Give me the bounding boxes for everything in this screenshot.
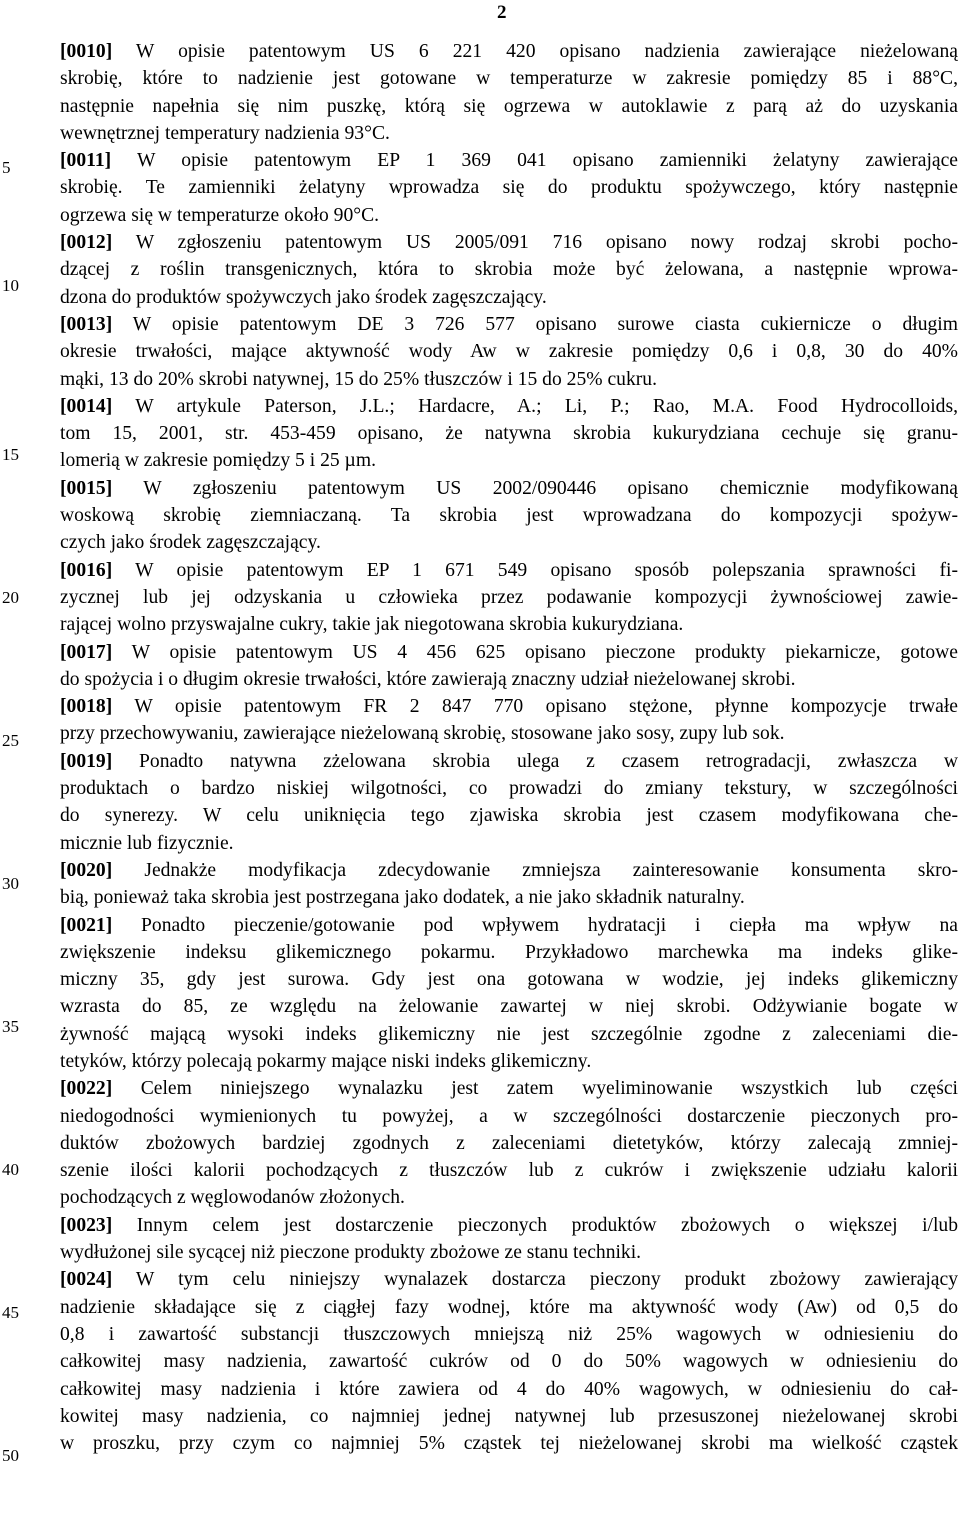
line-text: Celem niniejszego wynalazku jest zatem wyeliminowanie wszystkich lub części bbox=[112, 1078, 958, 1100]
line-number: 5 bbox=[2, 158, 11, 177]
paragraph-number: [0020] bbox=[60, 859, 113, 881]
line-text: następnie napełnia się nim puszkę, którą się ogrzewa w autoklawie z parą aż do uzyskania bbox=[60, 95, 958, 117]
text-line bbox=[60, 720, 958, 747]
line-text: ogrzewa się w temperaturze około 90°C. bbox=[60, 204, 380, 226]
text-line bbox=[60, 311, 958, 338]
line-text: woskową skrobię ziemniaczaną. Ta skrobia jest wprowadzana do kompozycji spożyw- bbox=[60, 505, 958, 527]
text-line bbox=[60, 120, 958, 147]
line-text: w proszku, przy czym co najmniej 5% cząstek tej nieżelowanej skrobi ma wielkość cząstek bbox=[60, 1433, 958, 1455]
text-line bbox=[60, 912, 958, 939]
paragraph-number: [0012] bbox=[60, 232, 113, 254]
line-text: miczny 35, gdy jest surowa. Gdy jest ona gotowana w wodzie, jej indeks glikemiczny bbox=[60, 969, 958, 991]
text-line bbox=[60, 1157, 958, 1184]
text-line bbox=[60, 420, 958, 447]
line-text: tom 15, 2001, str. 453-459 opisano, że natywna skrobia kukurydziana cechuje się granu- bbox=[60, 423, 958, 445]
text-line bbox=[60, 584, 958, 611]
text-line bbox=[60, 447, 958, 474]
paragraph-number: [0023] bbox=[60, 1214, 113, 1236]
line-text: dzącej z roślin transgenicznych, która to skrobia może być żelowana, a następnie wprowa- bbox=[60, 259, 958, 281]
paragraph bbox=[60, 147, 958, 229]
line-text: W tym celu niniejszy wynalazek dostarcza pieczony produkt zbożowy zawierający bbox=[112, 1269, 958, 1291]
text-line bbox=[60, 775, 958, 802]
line-text: W zgłoszeniu patentowym US 2005/091 716 opisano nowy rodzaj skrobi pocho- bbox=[112, 232, 958, 254]
text-line bbox=[60, 1239, 958, 1266]
paragraph-number: [0018] bbox=[60, 696, 113, 718]
line-text: produktach o bardzo niskiej wilgotności, co prowadzi do zmiany tekstury, w szczególności bbox=[60, 778, 958, 800]
line-text: W opisie patentowym US 4 456 625 opisano pieczone produkty piekarnicze, gotowe bbox=[112, 641, 958, 663]
line-text: zycznej lub jej odzyskania u człowieka przez podawanie kompozycji żywnościowej zawie- bbox=[60, 586, 958, 608]
line-text: Innym celem jest dostarczenie pieczonych produktów zbożowych o większej i/lub bbox=[112, 1214, 958, 1236]
line-text: W zgłoszeniu patentowym US 2002/090446 opisano chemicznie modyfikowaną bbox=[112, 477, 958, 499]
text-line bbox=[60, 38, 958, 65]
text-line bbox=[60, 93, 958, 120]
text-line bbox=[60, 202, 958, 229]
line-text: przy przechowywaniu, zawierające nieżelowaną skrobię, stosowane jako sosy, zupy lub sok. bbox=[60, 723, 785, 745]
text-line bbox=[60, 174, 958, 201]
paragraph-number: [0016] bbox=[60, 559, 113, 581]
line-text: wydłużonej sile sycącej niż pieczone produkty zbożowe ze stanu techniki. bbox=[60, 1242, 642, 1264]
paragraph bbox=[60, 748, 958, 857]
paragraph-number: [0013] bbox=[60, 313, 113, 335]
line-text: W opisie patentowym US 6 221 420 opisano nadzienia zawierające nieżelowaną bbox=[112, 41, 958, 62]
paragraph bbox=[60, 1266, 958, 1457]
line-text: skrobię. Te zamienniki żelatyny wprowadza się do produktu spożywczego, który następnie bbox=[60, 177, 958, 199]
text-line bbox=[60, 502, 958, 529]
text-line bbox=[60, 1075, 958, 1102]
line-text: duktów zbożowych bardziej zgodnych z zaleceniami dietetyków, którzy zalecają zmniej- bbox=[60, 1132, 958, 1154]
text-line bbox=[60, 1376, 958, 1403]
text-line bbox=[60, 939, 958, 966]
paragraph bbox=[60, 475, 958, 557]
paragraph-number: [0021] bbox=[60, 914, 113, 936]
line-text: nadzienie składające się z ciągłej fazy wodnej, które ma aktywność wody (Aw) od 0,5 do bbox=[60, 1296, 958, 1318]
line-text: zwiększenie indeksu glikemicznego pokarmu. Przykładowo marchewka ma indeks glike- bbox=[60, 941, 958, 963]
line-text: tetyków, którzy polecają pokarmy mające niski indeks glikemiczny. bbox=[60, 1050, 592, 1072]
text-line bbox=[60, 611, 958, 638]
line-number: 45 bbox=[2, 1303, 19, 1322]
paragraph bbox=[60, 1212, 958, 1267]
line-number: 40 bbox=[2, 1160, 19, 1179]
text-line bbox=[60, 229, 958, 256]
text-line bbox=[60, 993, 958, 1020]
text-line bbox=[60, 529, 958, 556]
line-text: W opisie patentowym FR 2 847 770 opisano stężone, płynne kompozycje trwałe bbox=[112, 696, 958, 718]
text-line bbox=[60, 1348, 958, 1375]
line-text: lomerią w zakresie pomiędzy 5 i 25 µm. bbox=[60, 450, 376, 472]
line-text: Ponadto natywna zżelowana skrobia ulega z czasem retrogradacji, zwłaszcza w bbox=[112, 750, 958, 772]
line-text: do spożycia i o długim okresie trwałości, które zawierają znaczny udział nieżelowanej skrobi. bbox=[60, 668, 796, 690]
line-text: dzona do produktów spożywczych jako środek zagęszczający. bbox=[60, 286, 547, 308]
text-line bbox=[60, 1130, 958, 1157]
paragraph-number: [0010] bbox=[60, 41, 113, 62]
text-line bbox=[60, 802, 958, 829]
text-line bbox=[60, 830, 958, 857]
paragraph-number: [0011] bbox=[60, 150, 112, 172]
line-text: czych jako środek zagęszczający. bbox=[60, 532, 321, 554]
paragraph bbox=[60, 693, 958, 748]
line-text: bią, ponieważ taka skrobia jest postrzegana jako dodatek, a nie jako składnik naturalny. bbox=[60, 887, 745, 909]
paragraph bbox=[60, 857, 958, 912]
line-text: całkowitej masy nadzienia i które zawiera od 4 do 40% wagowych, w odniesieniu do cał- bbox=[60, 1378, 958, 1400]
text-line bbox=[60, 884, 958, 911]
line-text: W opisie patentowym EP 1 671 549 opisano sposób polepszania sprawności fi- bbox=[112, 559, 958, 581]
line-number: 20 bbox=[2, 588, 19, 607]
line-number: 30 bbox=[2, 874, 19, 893]
line-number: 10 bbox=[2, 276, 19, 295]
line-text: okresie trwałości, mające aktywność wody Aw w zakresie pomiędzy 0,6 i 0,8, 30 do 40% bbox=[60, 341, 958, 363]
page-number: 2 bbox=[497, 2, 507, 23]
text-line bbox=[60, 557, 958, 584]
line-text: W opisie patentowym DE 3 726 577 opisano surowe ciasta cukiernicze o długim bbox=[112, 313, 958, 335]
text-line bbox=[60, 1021, 958, 1048]
line-text: mąki, 13 do 20% skrobi natywnej, 15 do 25% tłuszczów i 15 do 25% cukru. bbox=[60, 368, 657, 390]
text-line bbox=[60, 366, 958, 393]
line-text: Ponadto pieczenie/gotowanie pod wpływem hydratacji i ciepła ma wpływ na bbox=[112, 914, 958, 936]
paragraph bbox=[60, 639, 958, 694]
paragraph-number: [0019] bbox=[60, 750, 113, 772]
text-line bbox=[60, 393, 958, 420]
line-text: całkowitej masy nadzienia, zawartość cukrów od 0 do 50% wagowych w odniesieniu do bbox=[60, 1351, 958, 1373]
paragraph bbox=[60, 557, 958, 639]
paragraph-number: [0014] bbox=[60, 395, 113, 417]
text-line bbox=[60, 966, 958, 993]
text-line bbox=[60, 1212, 958, 1239]
line-text: kowitej masy nadzienia, co najmniej jednej natywnej lub przesuszonej nieżelowanej skrobi bbox=[60, 1405, 958, 1427]
text-line bbox=[60, 1184, 958, 1211]
line-text: żywność mającą wysoki indeks glikemiczny nie jest szczególnie zgodne z zaleceniami die- bbox=[60, 1023, 958, 1045]
line-text: niedogodności wymienionych tu powyżej, a w szczególności dostarczenie pieczonych pro- bbox=[60, 1105, 958, 1127]
text-line bbox=[60, 639, 958, 666]
text-line bbox=[60, 748, 958, 775]
paragraph bbox=[60, 1075, 958, 1211]
line-text: do synerezy. W celu uniknięcia tego zjawiska skrobia jest czasem modyfikowana che- bbox=[60, 805, 958, 827]
line-text: skrobię, które to nadzienie jest gotowane w temperaturze w zakresie pomiędzy 85 i 88°C, bbox=[60, 68, 958, 90]
paragraph bbox=[60, 912, 958, 1076]
paragraph bbox=[60, 393, 958, 475]
line-number: 15 bbox=[2, 445, 19, 464]
line-text: wewnętrznej temperatury nadzienia 93°C. bbox=[60, 122, 390, 144]
text-line bbox=[60, 1294, 958, 1321]
line-number: 50 bbox=[2, 1446, 19, 1465]
line-text: szenie ilości kalorii pochodzących z tłuszczów lub z cukrów i zwiększenie udziału kalorii bbox=[60, 1160, 958, 1182]
paragraph-number: [0015] bbox=[60, 477, 113, 499]
text-line bbox=[60, 1103, 958, 1130]
line-text: micznie lub fizycznie. bbox=[60, 832, 234, 854]
line-text: wzrasta do 85, ze względu na żelowanie zawartej w niej skrobi. Odżywianie bogate w bbox=[60, 996, 958, 1018]
paragraph-number: [0024] bbox=[60, 1269, 113, 1291]
text-line bbox=[60, 857, 958, 884]
line-text: W opisie patentowym EP 1 369 041 opisano zamienniki żelatyny zawierające bbox=[111, 150, 958, 172]
line-text: 0,8 i zawartość substancji tłuszczowych mniejszą niż 25% wagowych w odniesieniu do bbox=[60, 1323, 958, 1345]
text-line bbox=[60, 1048, 958, 1075]
text-line bbox=[60, 693, 958, 720]
line-text: W artykule Paterson, J.L.; Hardacre, A.; Li, P.; Rao, M.A. Food Hydrocolloids, bbox=[112, 395, 958, 417]
text-line bbox=[60, 65, 958, 92]
text-line bbox=[60, 1266, 958, 1293]
text-line bbox=[60, 475, 958, 502]
document-body bbox=[60, 38, 958, 1457]
line-text: Jednakże modyfikacja zdecydowanie zmniejsza zainteresowanie konsumenta skro- bbox=[112, 859, 958, 881]
text-line bbox=[60, 1430, 958, 1457]
text-line bbox=[60, 338, 958, 365]
line-number: 35 bbox=[2, 1017, 19, 1036]
text-line bbox=[60, 284, 958, 311]
paragraph bbox=[60, 229, 958, 311]
text-line bbox=[60, 1403, 958, 1430]
line-text: pochodzących z węglowodanów złożonych. bbox=[60, 1187, 405, 1209]
line-number: 25 bbox=[2, 731, 19, 750]
paragraph bbox=[60, 311, 958, 393]
text-line bbox=[60, 256, 958, 283]
text-line bbox=[60, 147, 958, 174]
paragraph bbox=[60, 38, 958, 147]
line-text: rającej wolno przyswajalne cukry, takie jak niegotowana skrobia kukurydziana. bbox=[60, 614, 684, 636]
text-line bbox=[60, 666, 958, 693]
text-line bbox=[60, 1321, 958, 1348]
paragraph-number: [0017] bbox=[60, 641, 113, 663]
paragraph-number: [0022] bbox=[60, 1078, 113, 1100]
